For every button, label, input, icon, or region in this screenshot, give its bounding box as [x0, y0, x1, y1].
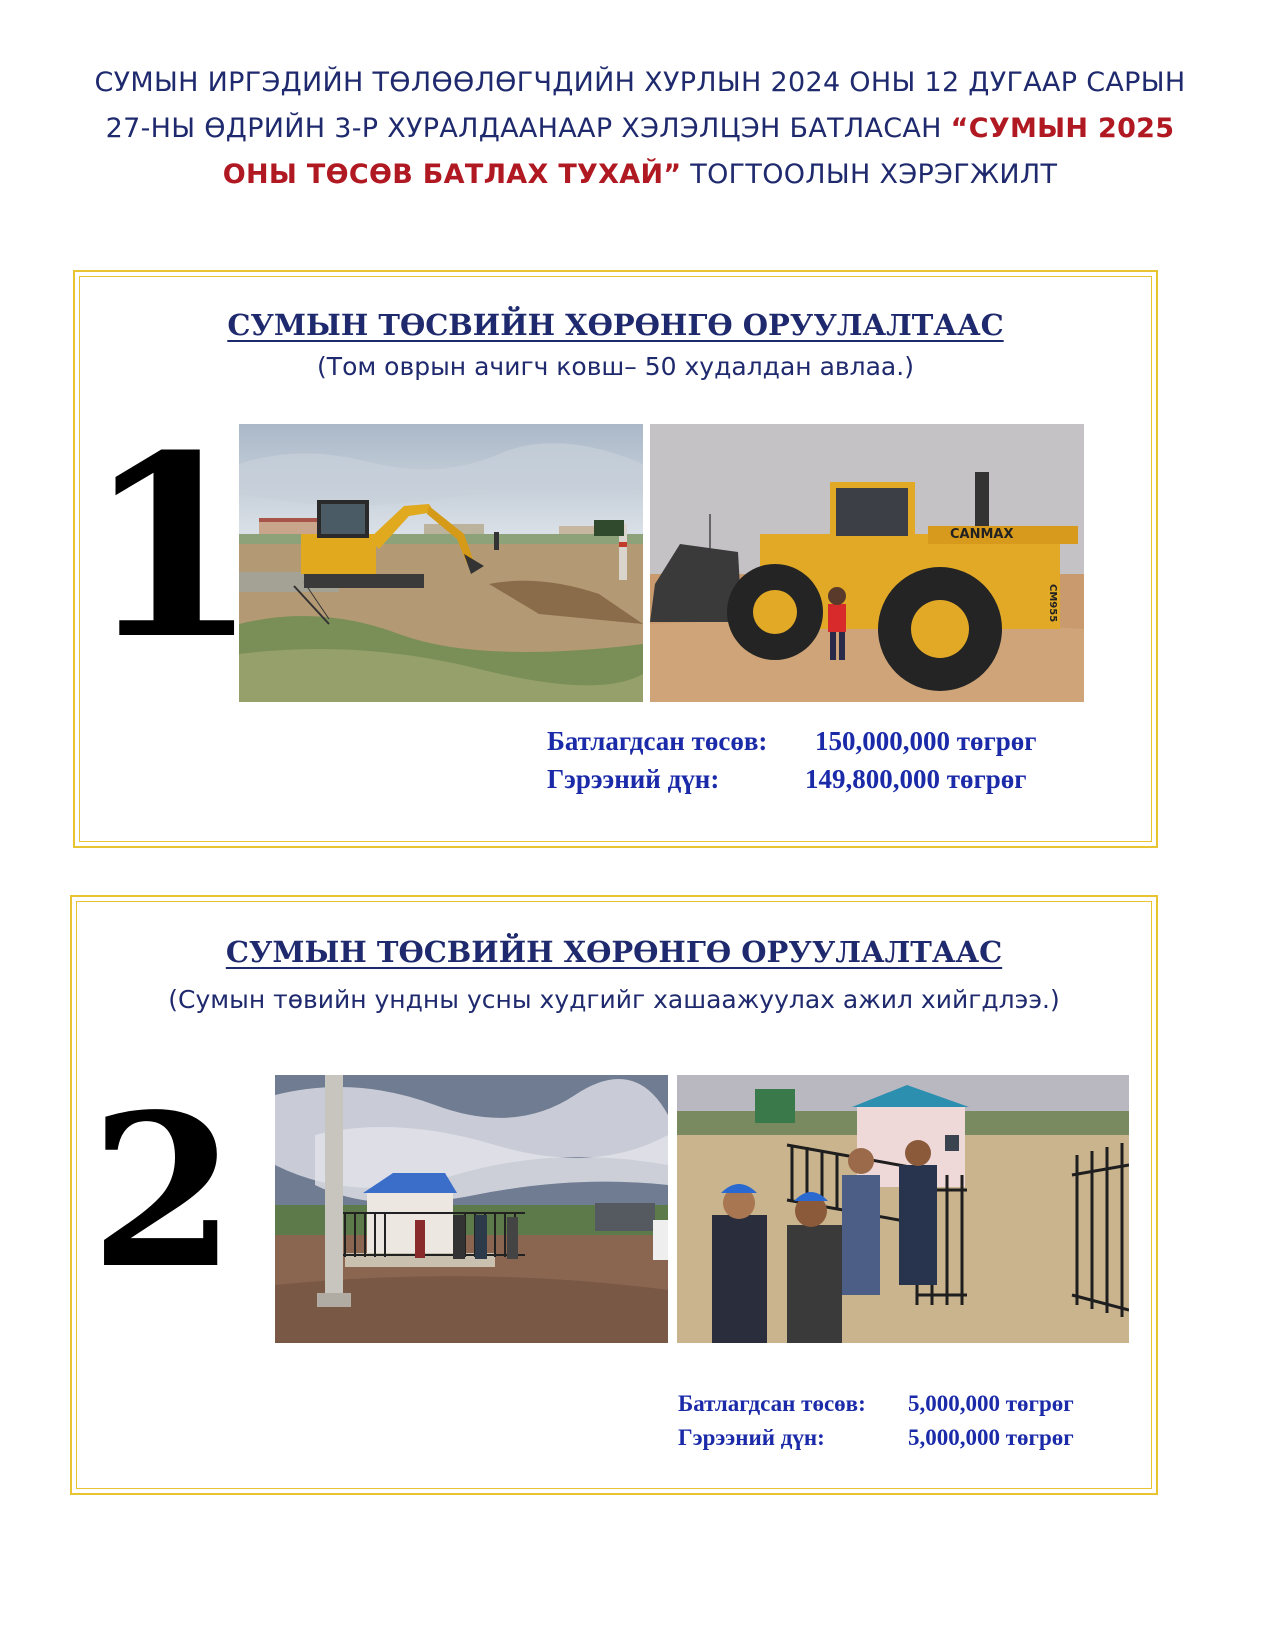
item-2-approved-row — [678, 1387, 1074, 1421]
header-line-3-text: ТОГТООЛЫН ХЭРЭГЖИЛТ — [681, 159, 1058, 190]
item-1-title: СУМЫН ТӨСВИЙН ХӨРӨНГӨ ОРУУЛАЛТААС — [227, 308, 1004, 342]
item-2-contract-label: Гэрээний дүн: — [678, 1425, 825, 1450]
loader-brand-text: CANMAX — [950, 527, 1014, 542]
item-1-contract-value: 149,800,000 төгрөг — [805, 764, 1027, 794]
header-line-3 — [60, 152, 1220, 198]
item-2-budget — [678, 1387, 1074, 1455]
item-2-subtitle: (Сумын төвийн ундны усны худгийг хашаажуулах ажил хийгдлээ.) — [168, 985, 1060, 1014]
document-header — [60, 60, 1220, 198]
item-1-subtitle: (Том оврын ачигч ковш– 50 худалдан авлаа.) — [317, 352, 914, 381]
well-house-photo — [275, 1075, 668, 1343]
header-line-2-text: 27-НЫ ӨДРИЙН 3-Р ХУРАЛДААНААР ХЭЛЭЛЦЭН БАТЛАСАН — [105, 113, 951, 144]
excavator-photo — [239, 424, 643, 702]
item-2-approved-label: Батлагдсан төсөв: — [678, 1391, 866, 1416]
wheel-loader-photo — [650, 424, 1084, 702]
item-2-contract-value: 5,000,000 төгрөг — [908, 1425, 1074, 1450]
item-2-approved-value: 5,000,000 төгрөг — [908, 1391, 1074, 1416]
item-1-contract-row — [547, 760, 1027, 798]
header-line-2 — [60, 106, 1220, 152]
item-1-approved-row — [547, 722, 1037, 760]
item-2-number: 2 — [90, 1068, 237, 1315]
fence-work-photo — [677, 1075, 1129, 1343]
item-1-contract-label: Гэрээний дүн: — [547, 764, 720, 794]
item-1-approved-label: Батлагдсан төсөв: — [547, 726, 768, 756]
item-1-approved-value: 150,000,000 төгрөг — [815, 726, 1037, 756]
item-2-title: СУМЫН ТӨСВИЙН ХӨРӨНГӨ ОРУУЛАЛТААС — [225, 935, 1003, 969]
item-panel-1 — [73, 270, 1158, 848]
item-1-number: 1 — [85, 400, 259, 694]
loader-model-text: CM955 — [1047, 584, 1058, 623]
item-panel-2 — [70, 895, 1158, 1495]
header-line-2-highlight: “СУМЫН 2025 — [950, 113, 1175, 144]
header-line-1: СУМЫН ИРГЭДИЙН ТӨЛӨӨЛӨГЧДИЙН ХУРЛЫН 2024 ОНЫ 12 ДУГААР САРЫН — [94, 67, 1186, 98]
item-2-contract-row — [678, 1421, 1074, 1455]
item-1-budget — [547, 722, 1037, 798]
header-line-3-highlight: ОНЫ ТӨСӨВ БАТЛАХ ТУХАЙ” — [222, 159, 682, 190]
